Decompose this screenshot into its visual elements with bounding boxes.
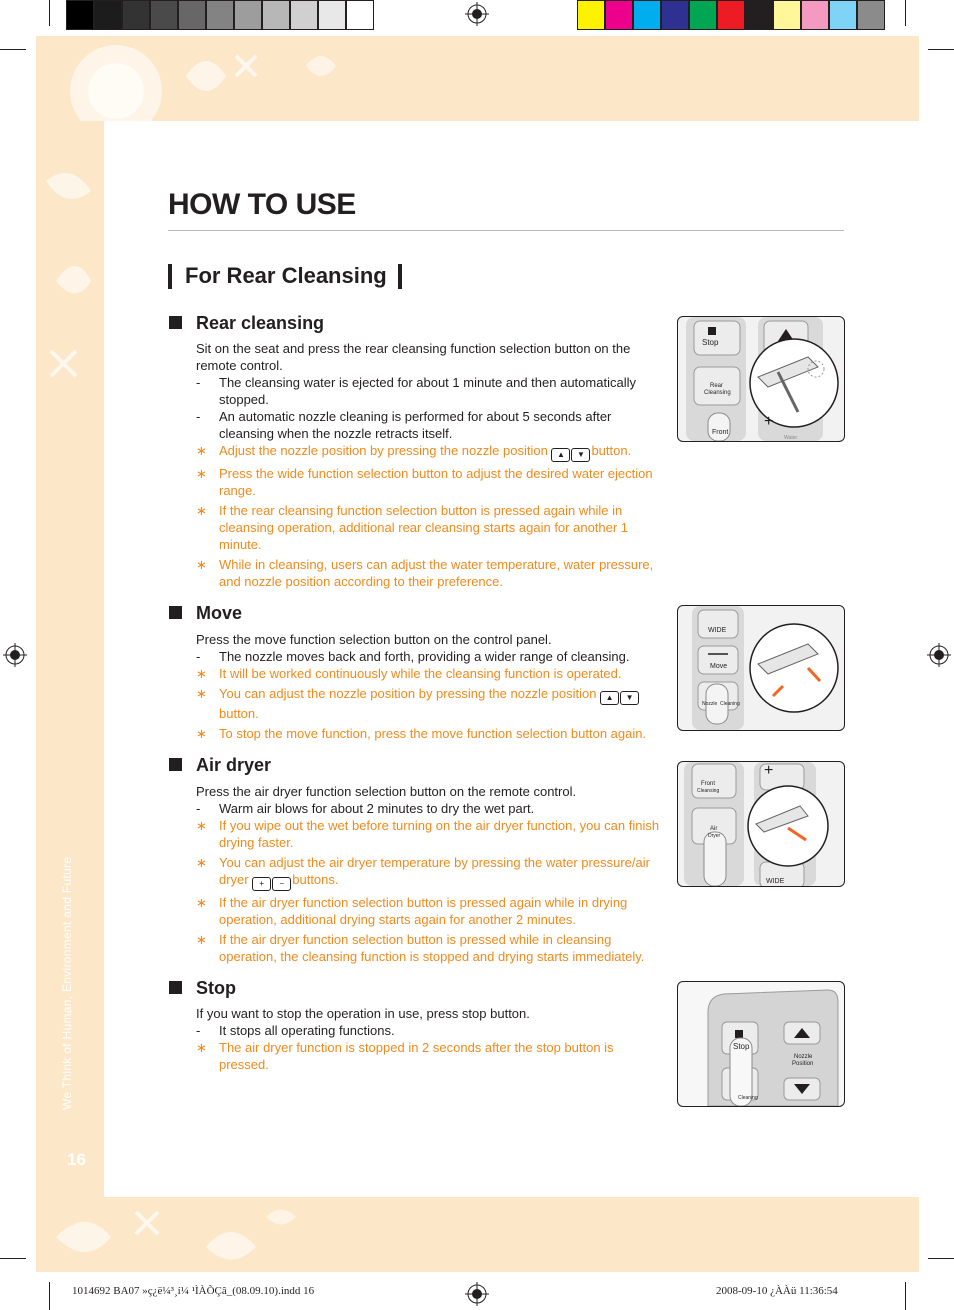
wide-label: WIDE xyxy=(766,878,785,885)
footer-timestamp: 2008-09-10 ¿ÀÀü 11:36:54 xyxy=(716,1285,838,1297)
cleaning-label: Cleaning xyxy=(720,701,740,707)
note-item: ∗ To stop the move function, press the move function selection button again. xyxy=(196,726,647,741)
stop-label: Stop xyxy=(702,338,719,347)
note-item: ∗ You can adjust the air dryer temperature by pressing the water pressure/air dryer + − buttons. xyxy=(196,854,666,891)
air-dryer-body xyxy=(196,783,666,965)
color-swatch xyxy=(262,0,290,30)
crop-mark xyxy=(49,0,50,26)
dryer-label: Dryer xyxy=(708,833,721,839)
move-label: Move xyxy=(710,663,728,670)
page-number: 16 xyxy=(67,1150,86,1169)
color-swatch xyxy=(773,0,801,30)
list-item: - Warm air blows for about 2 minutes to dry the wet part. xyxy=(196,801,535,816)
color-swatch xyxy=(633,0,661,30)
minus-button-icon: − xyxy=(272,877,291,891)
rear-cleansing-heading: Rear cleansing xyxy=(169,313,324,334)
front-label: Front xyxy=(712,429,729,436)
front-label: Front xyxy=(701,781,716,787)
registration-mark-icon xyxy=(3,643,27,667)
air-label: Air xyxy=(710,826,718,832)
color-swatch xyxy=(178,0,206,30)
color-swatch xyxy=(689,0,717,30)
note-item: ∗ The air dryer function is stopped in 2 seconds after the stop button is pressed. xyxy=(196,1040,614,1072)
crop-mark xyxy=(928,1258,954,1259)
move-intro: Press the move function selection button on the control panel. xyxy=(196,632,552,647)
air-dryer-figure xyxy=(677,761,845,887)
color-swatch xyxy=(346,0,374,30)
subtitle-bar-left xyxy=(168,264,172,289)
note-item: ∗ You can adjust the nozzle position by pressing the nozzle position ▲ ▼ button. xyxy=(196,685,666,722)
nozzle-label: Nozzle xyxy=(702,701,718,707)
move-figure xyxy=(677,605,845,731)
stop-body xyxy=(196,1005,666,1073)
air-dryer-heading: Air dryer xyxy=(169,755,271,776)
stop-figure xyxy=(677,981,845,1107)
crop-mark xyxy=(49,1282,50,1310)
list-item: - It stops all operating functions. xyxy=(196,1023,395,1038)
crop-mark xyxy=(928,49,954,50)
nozzle-down-icon: ▼ xyxy=(620,691,639,705)
color-swatch xyxy=(234,0,262,30)
stop-label: Stop xyxy=(733,1042,750,1051)
color-swatch xyxy=(150,0,178,30)
nozzle-label: Nozzle xyxy=(794,1054,813,1060)
note-item: ∗ Press the wide function selection button to adjust the desired water ejection range. xyxy=(196,466,653,498)
note-item: ∗ If the air dryer function selection button is pressed again while in drying operation, additional drying starts again for another 2 minutes. xyxy=(196,895,628,927)
rear-label: Rear xyxy=(710,383,724,389)
water-label: Water xyxy=(784,435,798,441)
color-swatch xyxy=(290,0,318,30)
note-item: ∗ If you wipe out the wet before turning on the air dryer function, you can finish drying faster. xyxy=(196,818,660,850)
list-item: - The cleansing water is ejected for about 1 minute and then automatically stopped. xyxy=(196,375,636,407)
nozzle-up-icon: ▲ xyxy=(551,448,570,462)
move-body xyxy=(196,631,666,742)
color-swatch xyxy=(745,0,773,30)
plus-icon: + xyxy=(764,413,774,430)
color-swatch xyxy=(829,0,857,30)
list-item: - The nozzle moves back and forth, providing a wider range of cleansing. xyxy=(196,649,630,664)
stop-intro: If you want to stop the operation in use, press stop button. xyxy=(196,1006,530,1021)
cleaning-label: Cleaning xyxy=(738,1095,758,1101)
floral-decoration-icon xyxy=(36,1197,336,1272)
footer-file-info: 1014692 BA07 »ç¿ë¼³¸í¼ ¹ÌÀÕÇâ_(08.09.10).indd 16 xyxy=(72,1285,315,1297)
color-swatch xyxy=(206,0,234,30)
stop-heading: Stop xyxy=(169,978,236,999)
registration-mark-icon xyxy=(465,2,489,26)
rear-intro: Sit on the seat and press the rear cleansing function selection button on the remote control. xyxy=(196,341,631,373)
color-swatch xyxy=(605,0,633,30)
nozzle-down-icon: ▼ xyxy=(571,448,590,462)
floral-decoration-icon xyxy=(36,121,104,421)
crop-mark xyxy=(0,49,26,50)
color-swatch xyxy=(577,0,605,30)
note-item: ∗ Adjust the nozzle position by pressing the nozzle position ▲ ▼ button. xyxy=(196,442,666,462)
color-swatch xyxy=(801,0,829,30)
page-title: HOW TO USE xyxy=(168,188,356,221)
title-divider xyxy=(168,230,844,231)
cleansing-label: Cleansing xyxy=(704,390,731,396)
color-swatch xyxy=(318,0,346,30)
registration-mark-icon xyxy=(465,1282,489,1306)
plus-icon: + xyxy=(764,762,774,779)
air-intro: Press the air dryer function selection button on the remote control. xyxy=(196,784,577,799)
crop-mark xyxy=(905,0,906,26)
crop-mark xyxy=(905,1282,906,1310)
color-swatch xyxy=(94,0,122,30)
list-item: - An automatic nozzle cleaning is performed for about 5 seconds after cleansing when the nozzle retracts itself. xyxy=(196,409,612,441)
plus-button-icon: + xyxy=(252,877,271,891)
color-swatch xyxy=(122,0,150,30)
side-tagline: We Think of Human, Environment and Future xyxy=(60,856,74,1110)
color-swatch xyxy=(66,0,94,30)
position-label: Position xyxy=(792,1061,814,1067)
note-item: ∗ If the air dryer function selection button is pressed while in cleansing operation, the cleansing function is stopped and drying starts immediately. xyxy=(196,932,645,964)
floral-decoration-icon xyxy=(36,36,366,121)
section-subtitle: For Rear Cleansing xyxy=(185,263,387,288)
color-swatch xyxy=(717,0,745,30)
note-item: ∗ It will be worked continuously while the cleansing function is operated. xyxy=(196,666,622,681)
nozzle-up-icon: ▲ xyxy=(600,691,619,705)
registration-mark-icon xyxy=(927,643,951,667)
color-swatch xyxy=(661,0,689,30)
color-swatch xyxy=(857,0,885,30)
move-heading: Move xyxy=(169,603,242,624)
subtitle-bar-right xyxy=(398,264,402,289)
crop-mark xyxy=(0,1258,26,1259)
note-item: ∗ While in cleansing, users can adjust the water temperature, water pressure, and nozzle position according to their preference. xyxy=(196,557,654,589)
rear-cleansing-body xyxy=(196,340,666,590)
wide-label: WIDE xyxy=(708,627,727,634)
note-item: ∗ If the rear cleansing function selection button is pressed again while in cleansing operation, additional rear cleansing starts again for another 1 minute. xyxy=(196,503,629,552)
rear-cleansing-figure xyxy=(677,316,845,442)
cleansing-label: Cleansing xyxy=(697,788,720,794)
